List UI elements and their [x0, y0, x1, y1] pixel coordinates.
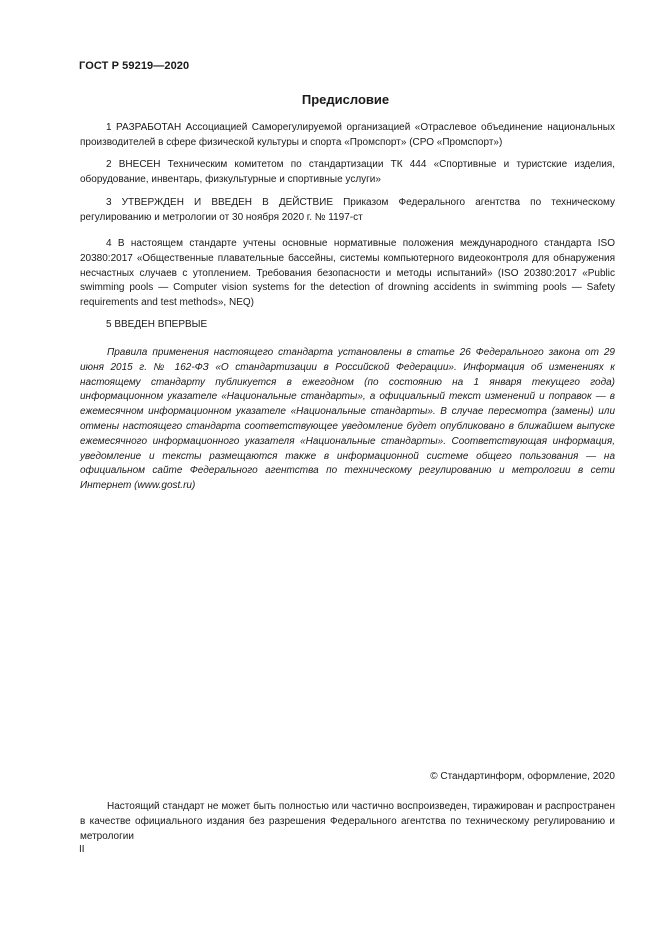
foreword-item-5-text: 5 ВВЕДЕН ВПЕРВЫЕ — [106, 319, 208, 330]
page-number: II — [79, 844, 85, 855]
foreword-item-2 — [80, 158, 615, 188]
reproduction-notice-text: Настоящий стандарт не может быть полностью или частично воспроизведен, тиражирован и распространен в качестве официального издания без разрешения Федерального агентства по техническому регулированию и метрологии — [80, 801, 615, 842]
standard-code: ГОСТ Р 59219—2020 — [79, 60, 190, 72]
foreword-item-3-text: 3 УТВЕРЖДЕН И ВВЕДЕН В ДЕЙСТВИЕ Приказом Федерального агентства по техническому регулированию и метрологии от 30 ноября 2020 г. № 1197-ст — [80, 197, 615, 223]
rules-note — [80, 346, 615, 494]
foreword-item-4-text: 4 В настоящем стандарте учтены основные нормативные положения международного стандарта ISO 20380:2017 «Общественные плавательные бассейны, системы компьютерного видеоконтроля для обнаружения несчастных случаев с утоплением. Требования безопасности и методы испытаний» (ISO 20380:2017 «Public swimming pools — Computer vision systems for the detection of drowning accidents in swimming pools — Safety requirements and test methods», NEQ) — [80, 238, 615, 309]
foreword-item-4 — [80, 237, 615, 311]
foreword-item-2-text: 2 ВНЕСЕН Техническим комитетом по стандартизации ТК 444 «Спортивные и туристские изделия, оборудование, инвентарь, физкультурные и спортивные услуги» — [80, 159, 615, 185]
page-title — [0, 92, 661, 107]
page-title-text: Предисловие — [301, 92, 390, 107]
foreword-item-1 — [80, 121, 615, 151]
rules-note-text: Правила применения настоящего стандарта установлены в статье 26 Федерального закона от 29 июня 2015 г. № 162-ФЗ «О стандартизации в Российской Федерации». Информация об изменениях к настоящему стандарту публикуется в ежегодном (по состоянию на 1 января текущего года) информационном указателе «Национальные стандарты», а официальный текст изменений и поправок — в ежемесячном информационном указателе «Национальные стандарты». В случае пересмотра (замены) или отмены настоящего стандарта соответствующее уведомление будет опубликовано в ближайшем выпуске ежемесячного информационного указателя «Национальные стандарты». Соответствующая информация, уведомление и тексты размещаются также в информационной системе общего пользования — на официальном сайте Федерального агентства по техническому регулированию и метрологии в сети Интернет (www.gost.ru) — [80, 347, 615, 492]
foreword-item-1-text: 1 РАЗРАБОТАН Ассоциацией Саморегулируемой организацией «Отраслевое объединение национальных производителей в сфере физической культуры и спорта «Промспорт» (СРО «Промспорт») — [80, 122, 615, 148]
reproduction-notice — [80, 800, 615, 844]
foreword-item-5 — [80, 318, 615, 333]
copyright-line: © Стандартинформ, оформление, 2020 — [430, 771, 615, 782]
foreword-item-3 — [80, 196, 615, 226]
